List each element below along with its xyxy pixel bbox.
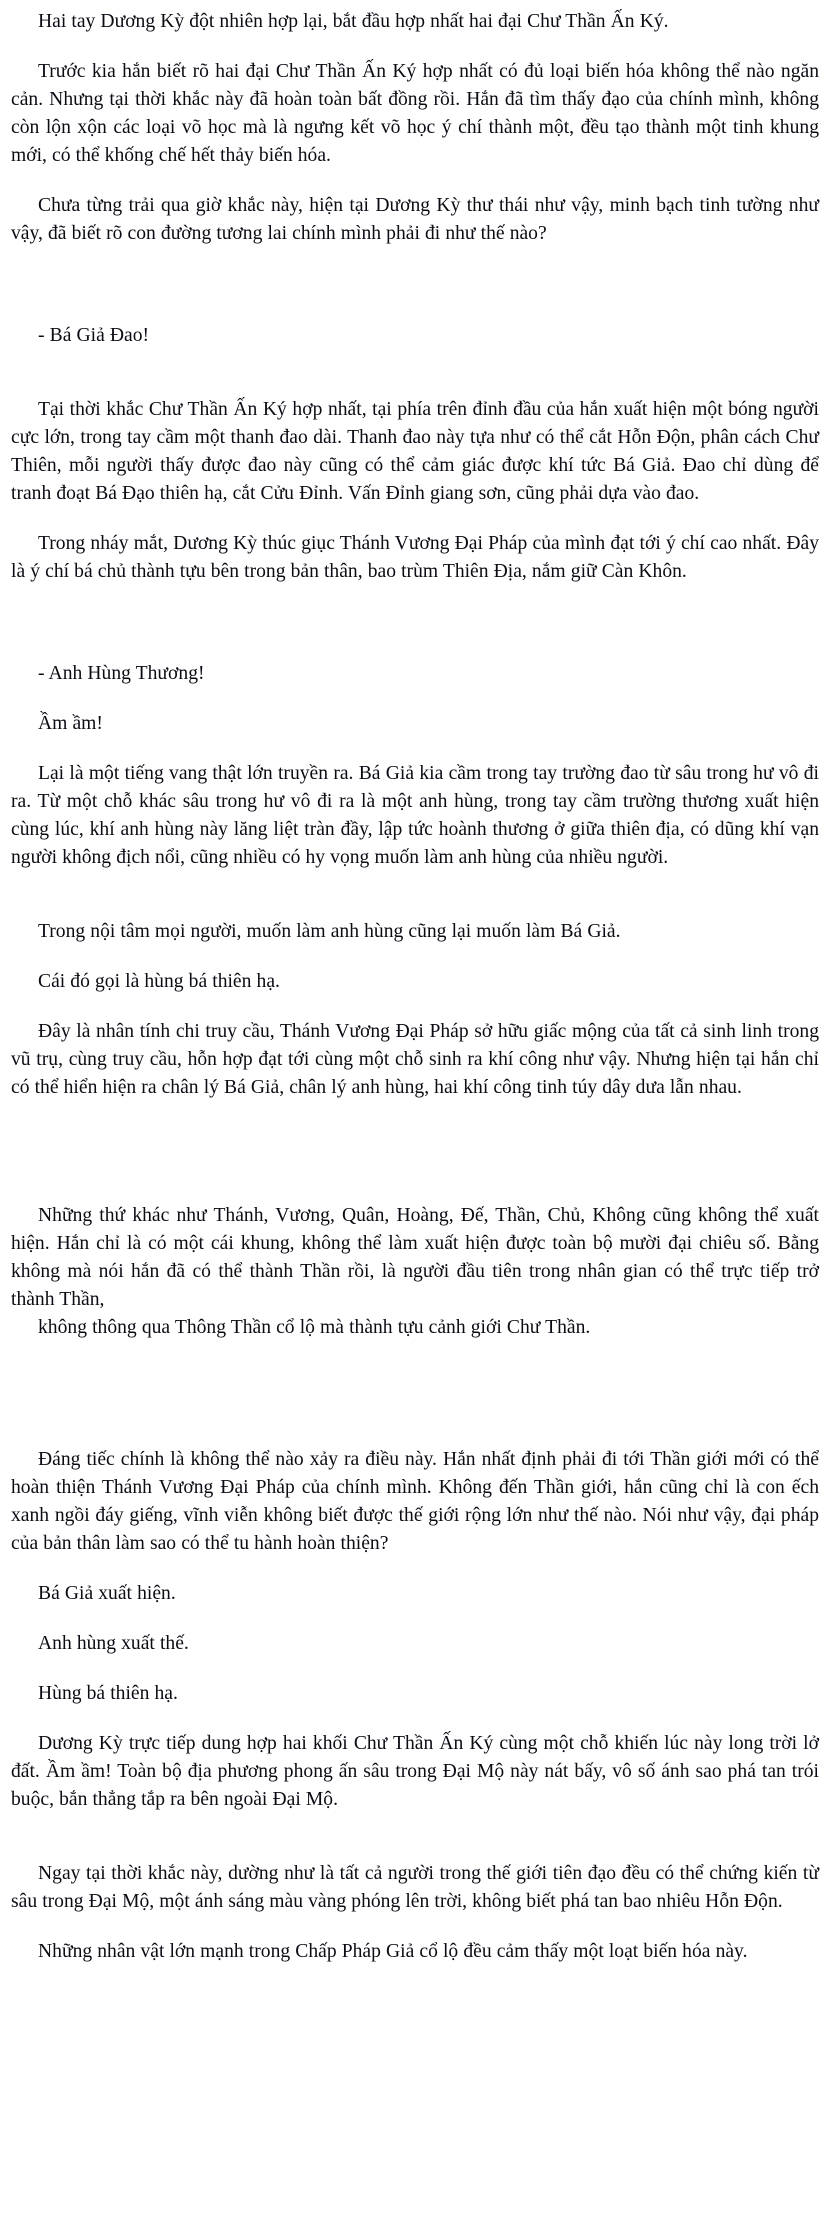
paragraph: Ngay tại thời khắc này, dường như là tất cả người trong thế giới tiên đạo đều có thể chứng kiến từ sâu trong Đại Mộ, một ánh sáng màu vàng phóng lên trời, không biết phá tan bao nhiêu Hỗn Độn.: [11, 1863, 819, 1912]
paragraph: Anh hùng xuất thế.: [38, 1633, 189, 1654]
section-spacer: [11, 1364, 819, 1446]
paragraph: Lại là một tiếng vang thật lớn truyền ra. Bá Giả kia cầm trong tay trường đao từ sâu trong hư vô đi ra. Từ một chỗ khác sâu trong hư vô đi ra là một anh hùng, trong tay cầm trường thương xuất hiện cùng lúc, khí anh hùng này lăng liệt tràn đầy, lập tức hoành thương ở giữa thiên địa, có dũng khí vạn người không địch nổi, cũng nhiều có hy vọng muốn làm anh hùng của nhiều người.: [11, 763, 819, 868]
section-spacer: [11, 608, 819, 660]
paragraph: Trước kia hắn biết rõ hai đại Chư Thần Ấn Ký hợp nhất có đủ loại biến hóa không thể nào ngăn cản. Nhưng tại thời khắc này đã hoàn toàn bất đồng rồi. Hắn đã tìm thấy đạo của chính mình, không còn lộn xộn các loại võ học mà là ngưng kết võ học ý chí thành một, đều tạo thành một tinh khung mới, có thể khống chế hết thảy biến hóa.: [11, 61, 819, 166]
section-spacer: [11, 894, 819, 918]
paragraph-continuation-line: không thông qua Thông Thần cổ lộ mà thành tựu cảnh giới Chư Thần.: [38, 1317, 591, 1338]
paragraph: Dương Kỳ trực tiếp dung hợp hai khối Chư Thần Ấn Ký cùng một chỗ khiến lúc này long trời lở đất. Ầm ầm! Toàn bộ địa phương phong ấn sâu trong Đại Mộ này nát bấy, vô số ánh sao phá tan trói buộc, bắn thẳng tắp ra bên ngoài Đại Mộ.: [11, 1733, 819, 1810]
paragraph: Đây là nhân tính chi truy cầu, Thánh Vương Đại Pháp sở hữu giấc mộng của tất cả sinh linh trong vũ trụ, cùng truy cầu, hỗn hợp đạt tới cùng một chỗ sinh ra khí công như vậy. Nhưng hiện tại hắn chỉ có thể hiển hiện ra chân lý Bá Giả, chân lý anh hùng, hai khí công tinh túy dây dưa lẫn nhau.: [11, 1021, 819, 1098]
section-spacer: [11, 1124, 819, 1202]
paragraph: Cái đó gọi là hùng bá thiên hạ.: [38, 971, 280, 992]
paragraph: [11, 1202, 819, 1342]
paragraph: Chưa từng trải qua giờ khắc này, hiện tại Dương Kỳ thư thái như vậy, minh bạch tinh tường như vậy, đã biết rõ con đường tương lai chính mình phải đi như thế nào?: [11, 195, 819, 244]
paragraph-text: Những thứ khác như Thánh, Vương, Quân, Hoàng, Đế, Thần, Chủ, Không cũng không thể xuất hiện. Hắn chỉ là có một cái khung, không thể làm xuất hiện được toàn bộ mười đại chiêu số. Bằng không mà nói hắn đã có thể thành Thần rồi, là người đầu tiên trong nhân gian có thể trực tiếp trở thành Thần,: [11, 1205, 819, 1310]
paragraph: Hai tay Dương Kỳ đột nhiên hợp lại, bắt đầu hợp nhất hai đại Chư Thần Ấn Ký.: [38, 11, 669, 32]
paragraph: Bá Giả xuất hiện.: [38, 1583, 176, 1604]
paragraph: Đáng tiếc chính là không thể nào xảy ra điều này. Hắn nhất định phải đi tới Thần giới mới có thể hoàn thiện Thánh Vương Đại Pháp của chính mình. Không đến Thần giới, hắn cũng chỉ là con ếch xanh ngồi đáy giếng, vĩnh viễn không biết được thế giới rộng lớn như thế nào. Nói như vậy, đại pháp của bản thân làm sao có thể tu hành hoàn thiện?: [11, 1449, 819, 1554]
paragraph-dialogue: - Anh Hùng Thương!: [38, 663, 205, 684]
paragraph: Trong nháy mắt, Dương Kỳ thúc giục Thánh Vương Đại Pháp của mình đạt tới ý chí cao nhất. Đây là ý chí bá chủ thành tựu bên trong bản thân, bao trùm Thiên Địa, nắm giữ Càn Khôn.: [11, 533, 819, 582]
paragraph: Tại thời khắc Chư Thần Ấn Ký hợp nhất, tại phía trên đỉnh đầu của hắn xuất hiện một bóng người cực lớn, trong tay cầm một thanh đao dài. Thanh đao này tựa như có thể cắt Hỗn Độn, phân cách Chư Thiên, mỗi người thấy được đao này cũng có thể cảm giác được khí tức Bá Giả. Đao chỉ dùng để tranh đoạt Bá Đạo thiên hạ, cắt Cửu Đỉnh. Vấn Đỉnh giang sơn, cũng phải dựa vào đao.: [11, 399, 819, 504]
paragraph-sfx: Ầm ầm!: [38, 713, 103, 734]
section-spacer: [11, 372, 819, 396]
paragraph-dialogue: - Bá Giả Đao!: [38, 325, 150, 346]
paragraph: Những nhân vật lớn mạnh trong Chấp Pháp Giả cổ lộ đều cảm thấy một loạt biến hóa này.: [38, 1941, 748, 1962]
paragraph: Trong nội tâm mọi người, muốn làm anh hùng cũng lại muốn làm Bá Giả.: [38, 921, 621, 942]
section-spacer: [11, 270, 819, 322]
paragraph: Hùng bá thiên hạ.: [38, 1683, 178, 1704]
section-spacer: [11, 1836, 819, 1860]
